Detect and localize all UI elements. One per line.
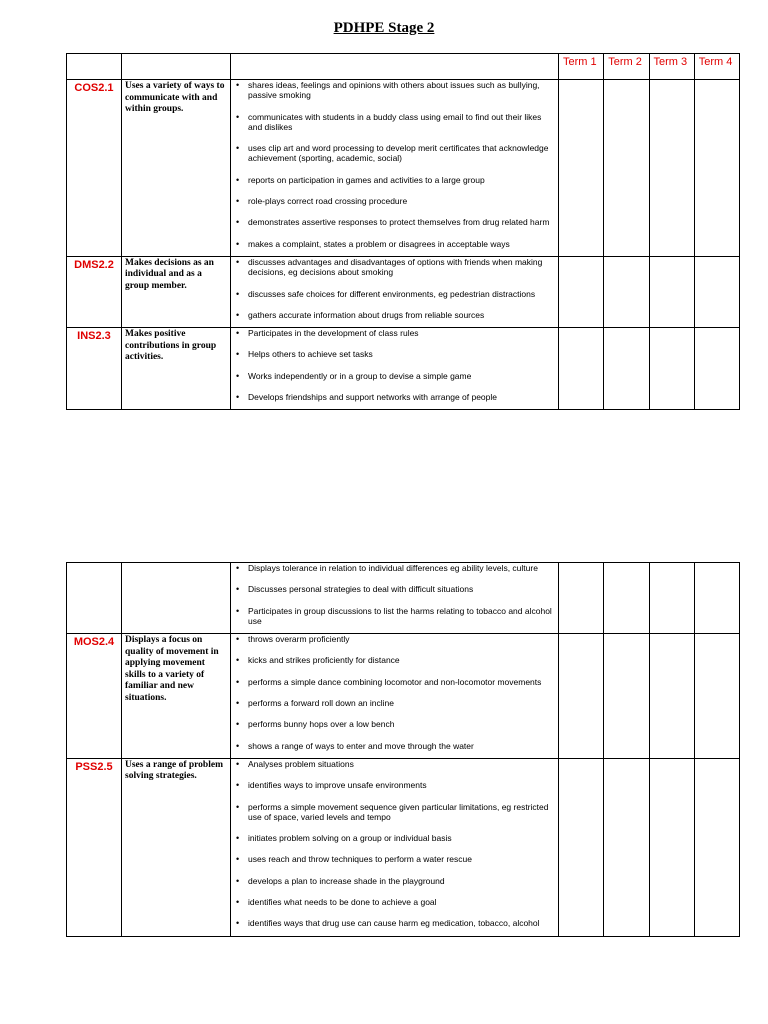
indicator-list xyxy=(231,759,558,936)
term-4-cell xyxy=(694,80,739,257)
term-label: Term 4 xyxy=(698,56,733,68)
indicator-item: • Displays tolerance in relation to individual differences eg ability levels, culture xyxy=(248,563,552,573)
indicators-cell xyxy=(231,80,559,257)
outcome-code-cell xyxy=(67,256,122,327)
indicator-item: • Participates in the development of class rules xyxy=(248,328,552,338)
indicator-item: • Develops friendships and support networks with arrange of people xyxy=(248,392,552,402)
indicator-item: • identifies what needs to be done to achieve a goal xyxy=(248,897,552,907)
term-2-cell xyxy=(604,328,649,410)
term-3-cell xyxy=(649,328,694,410)
indicator-item: • identifies ways to improve unsafe environments xyxy=(248,780,552,790)
indicator-item: • discusses safe choices for different environments, eg pedestrian distractions xyxy=(248,289,552,299)
indicators-cell xyxy=(231,563,559,634)
term-4-header xyxy=(694,54,739,80)
outcome-description: Displays a focus on quality of movement in applying movement skills to a variety of familiar and new situations. xyxy=(125,635,219,703)
indicator-item: • discusses advantages and disadvantages of options with friends when making decisions, eg decisions about smoking xyxy=(248,257,552,278)
outcome-row xyxy=(67,563,740,634)
indicator-item: • Participates in group discussions to list the harms relating to tobacco and alcohol use xyxy=(248,606,552,627)
outcome-code-cell xyxy=(67,328,122,410)
term-1-cell xyxy=(559,563,604,634)
indicator-item: • performs a forward roll down an incline xyxy=(248,698,552,708)
indicator-item: • Works independently or in a group to devise a simple game xyxy=(248,371,552,381)
indicator-item: • Helps others to achieve set tasks xyxy=(248,349,552,359)
term-4-cell xyxy=(694,634,739,759)
indicator-item: • kicks and strikes proficiently for distance xyxy=(248,655,552,665)
term-3-cell xyxy=(649,563,694,634)
term-2-header xyxy=(604,54,649,80)
outcome-description: Uses a variety of ways to communicate with and within groups. xyxy=(125,81,225,114)
outcomes-table-1 xyxy=(66,53,740,410)
indicators-cell xyxy=(231,256,559,327)
indicator-item: • demonstrates assertive responses to protect themselves from drug related harm xyxy=(248,217,552,227)
term-1-header xyxy=(559,54,604,80)
term-label: Term 3 xyxy=(653,56,688,68)
indicator-item: • communicates with students in a buddy class using email to find out their likes and dislikes xyxy=(248,112,552,133)
indicator-item: • Discusses personal strategies to deal with difficult situations xyxy=(248,584,552,594)
term-1-cell xyxy=(559,634,604,759)
indicator-item: • makes a complaint, states a problem or disagrees in acceptable ways xyxy=(248,239,552,249)
page-title: PDHPE Stage 2 xyxy=(333,20,435,36)
indicator-list xyxy=(231,634,558,758)
outcome-description-cell xyxy=(122,256,231,327)
outcome-code-cell xyxy=(67,634,122,759)
term-3-cell xyxy=(649,634,694,759)
outcome-code-cell xyxy=(67,80,122,257)
outcomes-table-2 xyxy=(66,562,740,937)
indicator-list xyxy=(231,257,558,327)
term-3-cell xyxy=(649,758,694,936)
indicator-item: • throws overarm proficiently xyxy=(248,634,552,644)
term-3-cell xyxy=(649,256,694,327)
indicators-cell xyxy=(231,634,559,759)
term-1-cell xyxy=(559,80,604,257)
term-2-cell xyxy=(604,634,649,759)
outcome-code xyxy=(67,563,121,565)
indicators-cell xyxy=(231,328,559,410)
indicator-item: • shows a range of ways to enter and move through the water xyxy=(248,741,552,751)
term-4-cell xyxy=(694,256,739,327)
outcome-description: Makes decisions as an individual and as a group member. xyxy=(125,257,214,291)
outcome-description-cell xyxy=(122,758,231,936)
outcome-code: DMS2.2 xyxy=(74,258,114,271)
outcome-row xyxy=(67,758,740,936)
term-4-cell xyxy=(694,563,739,634)
indicator-item: • develops a plan to increase shade in the playground xyxy=(248,876,552,886)
indicator-item: • gathers accurate information about drugs from reliable sources xyxy=(248,310,552,320)
indicator-list xyxy=(231,80,558,256)
indicator-item: • identifies ways that drug use can cause harm eg medication, tobacco, alcohol xyxy=(248,918,552,928)
outcome-row xyxy=(67,328,740,410)
indicator-item: • shares ideas, feelings and opinions with others about issues such as bullying, passive smoking xyxy=(248,80,552,101)
term-3-cell xyxy=(649,80,694,257)
indicator-item: • uses clip art and word processing to develop merit certificates that acknowledge achievement (sporting, academic, social) xyxy=(248,143,552,164)
term-1-cell xyxy=(559,256,604,327)
outcome-description-cell xyxy=(122,80,231,257)
term-4-cell xyxy=(694,328,739,410)
indicator-item: • uses reach and throw techniques to perform a water rescue xyxy=(248,854,552,864)
indicator-item: • Analyses problem situations xyxy=(248,759,552,769)
outcome-code: COS2.1 xyxy=(74,82,114,94)
outcome-description-cell xyxy=(122,328,231,410)
indicators-cell xyxy=(231,758,559,936)
outcome-code: INS2.3 xyxy=(77,330,111,343)
indicator-list xyxy=(231,328,558,409)
term-4-cell xyxy=(694,758,739,936)
term-2-cell xyxy=(604,563,649,634)
indicator-item: • reports on participation in games and activities to a large group xyxy=(248,175,552,185)
table-header-row xyxy=(67,54,740,80)
outcome-description-cell xyxy=(122,634,231,759)
indicator-item: • performs a simple movement sequence given particular limitations, eg restricted use of space, varied levels and tempo xyxy=(248,802,552,823)
outcome-code-cell xyxy=(67,563,122,634)
indicator-item: • initiates problem solving on a group or individual basis xyxy=(248,833,552,843)
term-1-cell xyxy=(559,758,604,936)
term-2-cell xyxy=(604,758,649,936)
indicator-list xyxy=(231,563,558,633)
term-2-cell xyxy=(604,80,649,257)
term-1-cell xyxy=(559,328,604,410)
outcome-code: MOS2.4 xyxy=(73,636,115,649)
indicator-item: • role-plays correct road crossing procedure xyxy=(248,196,552,206)
outcome-row xyxy=(67,634,740,759)
indicator-item: • performs bunny hops over a low bench xyxy=(248,719,552,729)
term-3-header xyxy=(649,54,694,80)
outcome-description: Makes positive contributions in group activities. xyxy=(125,329,217,363)
outcome-row xyxy=(67,256,740,327)
indicator-item: • performs a simple dance combining locomotor and non-locomotor movements xyxy=(248,677,552,687)
outcome-row xyxy=(67,80,740,257)
outcome-code-cell xyxy=(67,758,122,936)
outcome-code: PSS2.5 xyxy=(75,760,113,773)
outcome-header-cell xyxy=(122,54,231,80)
outcome-description xyxy=(122,563,230,564)
term-label: Term 1 xyxy=(563,56,597,68)
outcome-description: Uses a range of problem solving strategies. xyxy=(125,759,223,782)
indicator-header-cell xyxy=(231,54,559,80)
code-header-cell xyxy=(67,54,122,80)
term-label: Term 2 xyxy=(608,56,642,68)
term-2-cell xyxy=(604,256,649,327)
outcome-description-cell xyxy=(122,563,231,634)
